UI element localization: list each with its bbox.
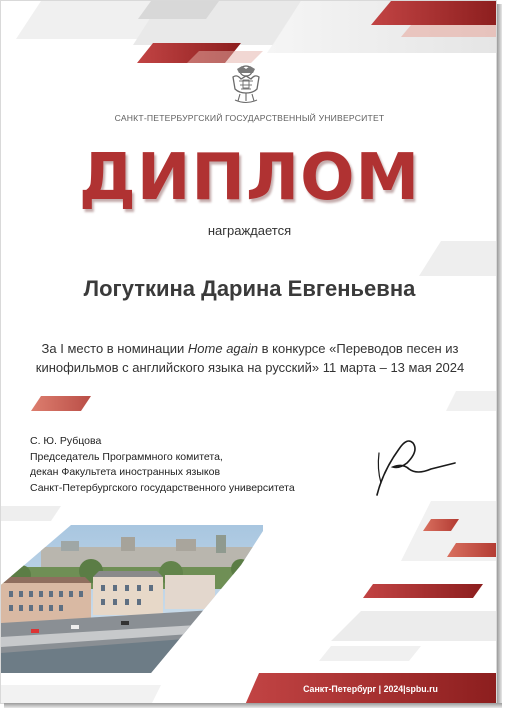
page-shadow-bottom xyxy=(4,703,502,708)
reason-prefix: За xyxy=(41,341,61,356)
reason-contest: в конкурсе «Переводов песен из кинофильмов с английского языка на русский» 11 марта – 13 мая 2024 xyxy=(35,341,465,375)
diploma-title: ДИПЛОМ xyxy=(78,141,421,215)
signer-position-3: Санкт-Петербургского государственного университета xyxy=(30,481,295,494)
footer-separator-2: | xyxy=(403,684,406,694)
recipient-name: Логуткина Дарина Евгеньевна xyxy=(83,276,416,301)
page-shadow-right xyxy=(497,4,502,708)
nomination-title: Home again xyxy=(187,341,259,356)
award-reason xyxy=(19,339,481,377)
footer-separator: | xyxy=(378,684,382,694)
footer-city: Санкт-Петербург xyxy=(303,684,377,694)
signer-block xyxy=(30,434,295,496)
university-name: САНКТ-ПЕТЕРБУРГСКИЙ ГОСУДАРСТВЕННЫЙ УНИВЕРСИТЕТ xyxy=(114,113,385,123)
city-photo xyxy=(1,525,263,673)
emblem-icon xyxy=(229,63,263,105)
signer-position-2: декан Факультета иностранных языков xyxy=(30,466,221,478)
signature-icon xyxy=(369,429,459,499)
footer-site: spbu.ru xyxy=(405,684,438,694)
reason-middle: место в номинации xyxy=(63,341,188,356)
footer-year: 2024 xyxy=(383,684,404,694)
signer-position-1: Председатель Программного комитета, xyxy=(30,450,223,463)
signer-name: С. Ю. Рубцова xyxy=(30,435,102,447)
reason-place: I xyxy=(60,341,64,356)
awarded-label: награждается xyxy=(207,223,292,238)
footer-bar xyxy=(249,680,492,698)
